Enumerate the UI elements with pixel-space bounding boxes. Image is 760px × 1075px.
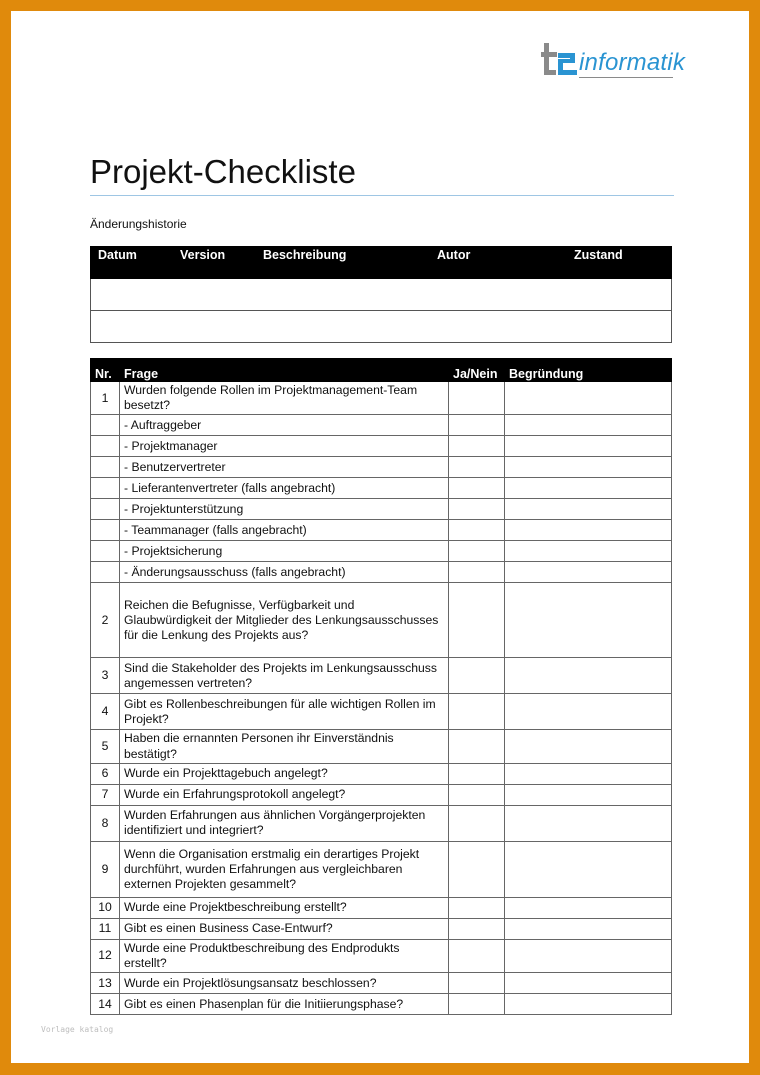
checklist-row bbox=[91, 499, 672, 520]
checklist-row bbox=[91, 897, 672, 918]
ja-nein-cell[interactable] bbox=[449, 415, 505, 436]
question-text: - Teammanager (falls angebracht) bbox=[120, 520, 449, 541]
checklist-row bbox=[91, 730, 672, 763]
t2-logo-mark-icon bbox=[541, 41, 581, 79]
ja-nein-cell[interactable] bbox=[449, 994, 505, 1015]
row-number: 9 bbox=[91, 841, 120, 897]
question-text: Wenn die Organisation erstmalig ein derartiges Projekt durchführt, wurden Erfahrungen aus vergleichbaren externen Projekten gesammelt? bbox=[120, 841, 449, 897]
question-text: - Benutzervertreter bbox=[120, 457, 449, 478]
checklist-row bbox=[91, 541, 672, 562]
question-text: Gibt es einen Phasenplan für die Initiierungsphase? bbox=[120, 994, 449, 1015]
ja-nein-cell[interactable] bbox=[449, 939, 505, 972]
ja-nein-cell[interactable] bbox=[449, 730, 505, 763]
history-row bbox=[91, 279, 672, 311]
begruendung-cell[interactable] bbox=[505, 939, 672, 972]
ja-nein-cell[interactable] bbox=[449, 973, 505, 994]
history-col-zustand: Zustand bbox=[567, 247, 672, 279]
begruendung-cell[interactable] bbox=[505, 436, 672, 457]
document-page bbox=[11, 11, 749, 1063]
question-text: Wurde ein Projektlösungsansatz beschlossen? bbox=[120, 973, 449, 994]
question-text: Wurde ein Erfahrungsprotokoll angelegt? bbox=[120, 784, 449, 805]
history-cell[interactable] bbox=[91, 279, 672, 311]
col-nr: Nr. bbox=[91, 359, 120, 382]
row-number: 7 bbox=[91, 784, 120, 805]
row-number: 12 bbox=[91, 939, 120, 972]
begruendung-cell[interactable] bbox=[505, 897, 672, 918]
checklist-row bbox=[91, 763, 672, 784]
ja-nein-cell[interactable] bbox=[449, 499, 505, 520]
logo-wordmark: informatik bbox=[579, 49, 686, 76]
ja-nein-cell[interactable] bbox=[449, 658, 505, 694]
row-number: 4 bbox=[91, 694, 120, 730]
history-cell[interactable] bbox=[91, 311, 672, 343]
row-number bbox=[91, 520, 120, 541]
ja-nein-cell[interactable] bbox=[449, 520, 505, 541]
checklist-row bbox=[91, 994, 672, 1015]
question-text: Wurde eine Produktbeschreibung des Endprodukts erstellt? bbox=[120, 939, 449, 972]
row-number bbox=[91, 478, 120, 499]
checklist-row bbox=[91, 583, 672, 658]
begruendung-cell[interactable] bbox=[505, 382, 672, 415]
ja-nein-cell[interactable] bbox=[449, 541, 505, 562]
ja-nein-cell[interactable] bbox=[449, 763, 505, 784]
row-number bbox=[91, 415, 120, 436]
history-col-autor: Autor bbox=[430, 247, 567, 279]
history-label: Änderungshistorie bbox=[90, 217, 187, 231]
begruendung-cell[interactable] bbox=[505, 784, 672, 805]
question-text: Wurden folgende Rollen im Projektmanagement-Team besetzt? bbox=[120, 382, 449, 415]
begruendung-cell[interactable] bbox=[505, 805, 672, 841]
question-text: Reichen die Befugnisse, Verfügbarkeit und Glaubwürdigkeit der Mitglieder des Lenkungsausschusses für die Lenkung des Projekts aus? bbox=[120, 583, 449, 658]
ja-nein-cell[interactable] bbox=[449, 805, 505, 841]
begruendung-cell[interactable] bbox=[505, 415, 672, 436]
history-col-beschreibung: Beschreibung bbox=[256, 247, 430, 279]
ja-nein-cell[interactable] bbox=[449, 918, 505, 939]
checklist-row bbox=[91, 436, 672, 457]
begruendung-cell[interactable] bbox=[505, 694, 672, 730]
checklist-row bbox=[91, 918, 672, 939]
checklist-header-row bbox=[91, 359, 672, 382]
row-number: 5 bbox=[91, 730, 120, 763]
begruendung-cell[interactable] bbox=[505, 583, 672, 658]
title-divider bbox=[90, 195, 674, 196]
ja-nein-cell[interactable] bbox=[449, 436, 505, 457]
begruendung-cell[interactable] bbox=[505, 763, 672, 784]
begruendung-cell[interactable] bbox=[505, 499, 672, 520]
begruendung-cell[interactable] bbox=[505, 478, 672, 499]
change-history-table bbox=[90, 246, 672, 343]
history-col-version: Version bbox=[173, 247, 256, 279]
ja-nein-cell[interactable] bbox=[449, 694, 505, 730]
t2informatik-logo bbox=[541, 41, 686, 79]
history-col-datum: Datum bbox=[91, 247, 173, 279]
row-number: 3 bbox=[91, 658, 120, 694]
begruendung-cell[interactable] bbox=[505, 841, 672, 897]
question-text: Wurden Erfahrungen aus ähnlichen Vorgängerprojekten identifiziert und integriert? bbox=[120, 805, 449, 841]
row-number: 11 bbox=[91, 918, 120, 939]
question-text: - Auftraggeber bbox=[120, 415, 449, 436]
checklist-row bbox=[91, 805, 672, 841]
ja-nein-cell[interactable] bbox=[449, 457, 505, 478]
history-row bbox=[91, 311, 672, 343]
row-number: 10 bbox=[91, 897, 120, 918]
logo-underline bbox=[579, 77, 673, 78]
begruendung-cell[interactable] bbox=[505, 730, 672, 763]
checklist-row bbox=[91, 382, 672, 415]
checklist-row bbox=[91, 562, 672, 583]
begruendung-cell[interactable] bbox=[505, 457, 672, 478]
row-number: 2 bbox=[91, 583, 120, 658]
col-ja-nein: Ja/Nein bbox=[449, 359, 505, 382]
question-text: Sind die Stakeholder des Projekts im Lenkungsausschuss angemessen vertreten? bbox=[120, 658, 449, 694]
question-text: - Projektmanager bbox=[120, 436, 449, 457]
checklist-table bbox=[90, 358, 672, 1015]
begruendung-cell[interactable] bbox=[505, 562, 672, 583]
question-text: Gibt es einen Business Case-Entwurf? bbox=[120, 918, 449, 939]
ja-nein-cell[interactable] bbox=[449, 562, 505, 583]
history-header-row bbox=[91, 247, 672, 279]
checklist-row bbox=[91, 415, 672, 436]
watermark: Vorlage katalog bbox=[41, 1025, 114, 1034]
question-text: Wurde eine Projektbeschreibung erstellt? bbox=[120, 897, 449, 918]
row-number: 1 bbox=[91, 382, 120, 415]
checklist-row bbox=[91, 658, 672, 694]
row-number: 8 bbox=[91, 805, 120, 841]
ja-nein-cell[interactable] bbox=[449, 841, 505, 897]
question-text: Wurde ein Projekttagebuch angelegt? bbox=[120, 763, 449, 784]
checklist-row bbox=[91, 478, 672, 499]
checklist-row bbox=[91, 784, 672, 805]
ja-nein-cell[interactable] bbox=[449, 583, 505, 658]
row-number bbox=[91, 436, 120, 457]
row-number: 6 bbox=[91, 763, 120, 784]
checklist-row bbox=[91, 694, 672, 730]
begruendung-cell[interactable] bbox=[505, 973, 672, 994]
question-text: - Lieferantenvertreter (falls angebracht) bbox=[120, 478, 449, 499]
row-number bbox=[91, 541, 120, 562]
begruendung-cell[interactable] bbox=[505, 541, 672, 562]
begruendung-cell[interactable] bbox=[505, 994, 672, 1015]
question-text: - Änderungsausschuss (falls angebracht) bbox=[120, 562, 449, 583]
ja-nein-cell[interactable] bbox=[449, 784, 505, 805]
row-number: 13 bbox=[91, 973, 120, 994]
checklist-row bbox=[91, 973, 672, 994]
question-text: Gibt es Rollenbeschreibungen für alle wichtigen Rollen im Projekt? bbox=[120, 694, 449, 730]
checklist-body bbox=[91, 382, 672, 1015]
page-title: Projekt-Checkliste bbox=[90, 153, 356, 190]
checklist-row bbox=[91, 520, 672, 541]
col-begruendung: Begründung bbox=[505, 359, 672, 382]
begruendung-cell[interactable] bbox=[505, 658, 672, 694]
row-number: 14 bbox=[91, 994, 120, 1015]
begruendung-cell[interactable] bbox=[505, 918, 672, 939]
ja-nein-cell[interactable] bbox=[449, 478, 505, 499]
question-text: - Projektunterstützung bbox=[120, 499, 449, 520]
row-number bbox=[91, 562, 120, 583]
col-frage: Frage bbox=[120, 359, 449, 382]
begruendung-cell[interactable] bbox=[505, 520, 672, 541]
question-text: - Projektsicherung bbox=[120, 541, 449, 562]
checklist-row bbox=[91, 939, 672, 972]
question-text: Haben die ernannten Personen ihr Einverständnis bestätigt? bbox=[120, 730, 449, 763]
ja-nein-cell[interactable] bbox=[449, 382, 505, 415]
row-number bbox=[91, 499, 120, 520]
row-number bbox=[91, 457, 120, 478]
checklist-row bbox=[91, 457, 672, 478]
checklist-row bbox=[91, 841, 672, 897]
ja-nein-cell[interactable] bbox=[449, 897, 505, 918]
